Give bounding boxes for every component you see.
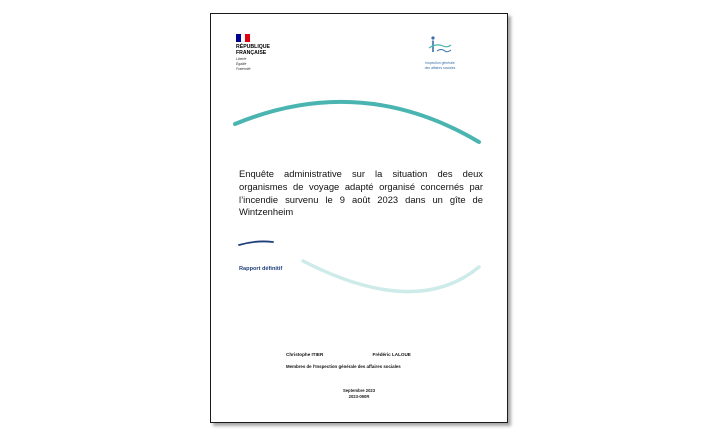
report-status: Rapport définitif [239,266,283,272]
francaise-label: FRANÇAISE [236,50,267,56]
navy-accent-stroke [239,241,273,245]
igas-name-line1: Inspection générale [425,61,455,65]
motto-fraternite: Fraternité [236,67,251,71]
light-teal-arc [303,261,479,292]
date-block [211,388,507,400]
authors-line [286,352,459,357]
report-title: Enquête administrative sur la situation des deux organismes de voyage adapté organisé concernés par l’incendie survenu le 9 août 2023 dans un gîte de Wintzenheim [239,168,483,218]
igas-name-line2: des affaires sociales [424,66,456,70]
teal-arc [235,102,479,142]
report-cover-page [210,13,508,423]
report-date: Septembre 2023 [342,388,376,393]
motto-liberte: Liberté [236,57,247,61]
author-1: Christophe ITIER [286,352,324,357]
author-2: Frédéric LALOUE [372,352,411,357]
members-line: Membres de l’Inspection générale des affaires sociales [286,364,401,369]
report-number: 2023-090R [348,394,370,399]
motto-egalite: Égalité [236,62,247,66]
republique-label: RÉPUBLIQUE [236,44,271,50]
